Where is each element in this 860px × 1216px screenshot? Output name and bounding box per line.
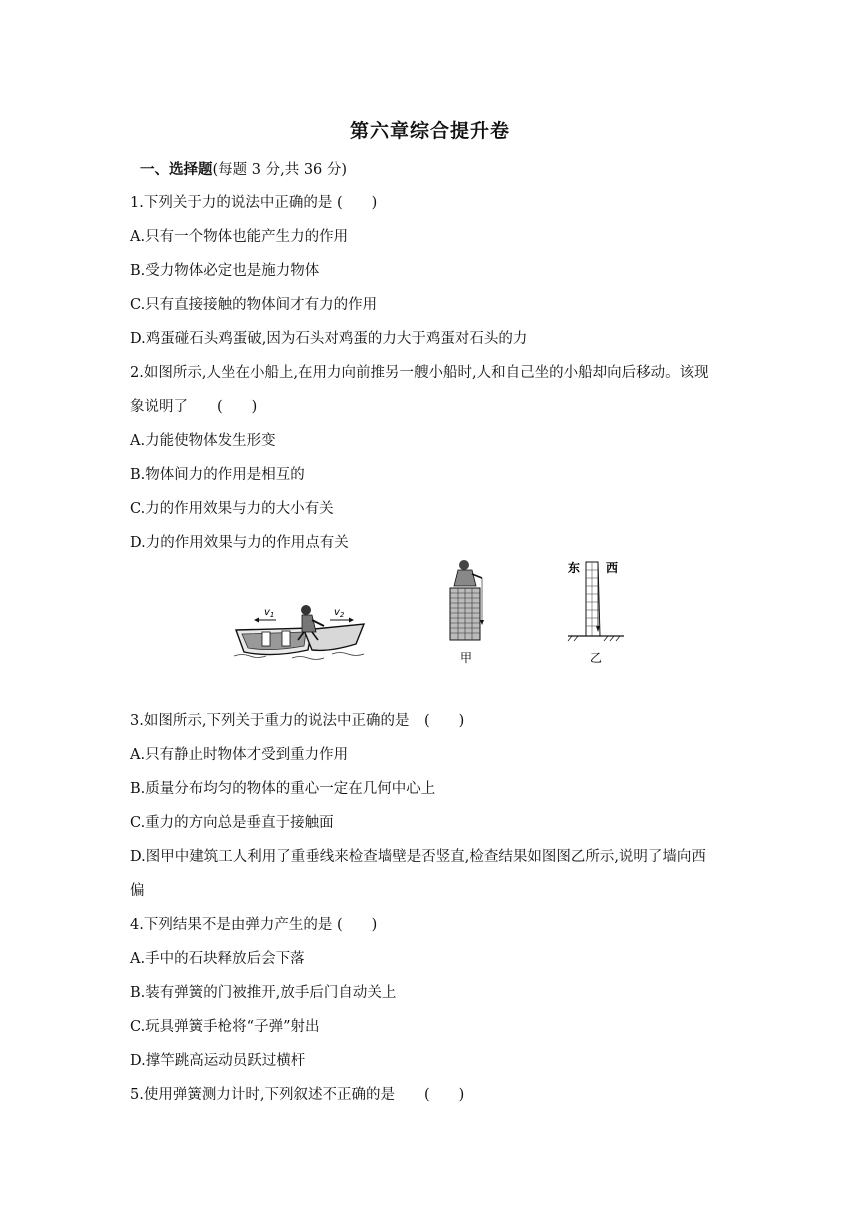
velocity-v1-label: $v_1$ xyxy=(264,607,275,619)
question-1-option-b: B.受力物体必定也是施力物体 xyxy=(130,263,320,279)
question-3-option-b: B.质量分布均匀的物体的重心一定在几何中心上 xyxy=(130,781,436,797)
question-4-option-d: D.撑竿跳高运动员跃过横杆 xyxy=(130,1053,306,1069)
question-2: 2.如图所示,人坐在小船上,在用力向前推另一艘小船时,人和自己坐的小船却向后移动。该现 xyxy=(130,365,709,381)
question-1: 1.下列关于力的说法中正确的是 ( ) xyxy=(130,195,378,211)
question-3-option-a: A.只有静止时物体才受到重力作用 xyxy=(130,747,349,763)
question-5: 5.使用弹簧测力计时,下列叙述不正确的是 ( ) xyxy=(130,1087,465,1103)
question-2-option-a: A.力能使物体发生形变 xyxy=(130,433,276,449)
question-1-option-d: D.鸡蛋碰石头鸡蛋破,因为石头对鸡蛋的力大于鸡蛋对石头的力 xyxy=(130,331,528,347)
person-figure xyxy=(301,605,311,615)
question-4-option-a: A.手中的石块释放后会下落 xyxy=(130,951,305,967)
question-3-option-d-cont: 偏 xyxy=(130,883,145,899)
question-2-option-b: B.物体间力的作用是相互的 xyxy=(130,467,305,483)
page-title: 第六章综合提升卷 xyxy=(349,120,510,142)
figure-label-jia: 甲 xyxy=(460,651,473,665)
question-4-option-b: B.装有弹簧的门被推开,放手后门自动关上 xyxy=(130,985,397,1001)
wall-figure-yi xyxy=(564,558,630,666)
question-3: 3.如图所示,下列关于重力的说法中正确的是 ( ) xyxy=(130,713,465,729)
section-heading xyxy=(140,158,347,179)
section-heading-note: (每题 3 分,共 36 分) xyxy=(212,162,348,178)
direction-west-label: 西 xyxy=(606,561,619,575)
question-1-option-a: A.只有一个物体也能产生力的作用 xyxy=(130,229,349,245)
question-4-option-c: C.玩具弹簧手枪将“子弹”射出 xyxy=(130,1019,320,1035)
worker-figure xyxy=(459,560,469,570)
question-3-option-d: D.图甲中建筑工人利用了重垂线来检查墙壁是否竖直,检查结果如图图乙所示,说明了墙向西 xyxy=(130,849,706,865)
question-4: 4.下列结果不是由弹力产生的是 ( ) xyxy=(130,917,378,933)
figure-label-yi: 乙 xyxy=(590,651,603,665)
velocity-v2-label: $v_2$ xyxy=(334,607,345,619)
question-2-option-d: D.力的作用效果与力的作用点有关 xyxy=(130,535,349,551)
wall-figure-jia xyxy=(442,558,494,666)
question-1-option-c: C.只有直接接触的物体间才有力的作用 xyxy=(130,297,378,313)
question-2-option-c: C.力的作用效果与力的大小有关 xyxy=(130,501,334,517)
question-2-cont: 象说明了 ( ) xyxy=(130,399,258,415)
question-3-option-c: C.重力的方向总是垂直于接触面 xyxy=(130,815,334,831)
direction-east-label: 东 xyxy=(568,561,581,575)
section-heading-label: 一、选择题 xyxy=(140,162,213,178)
boat-figure xyxy=(232,598,368,664)
